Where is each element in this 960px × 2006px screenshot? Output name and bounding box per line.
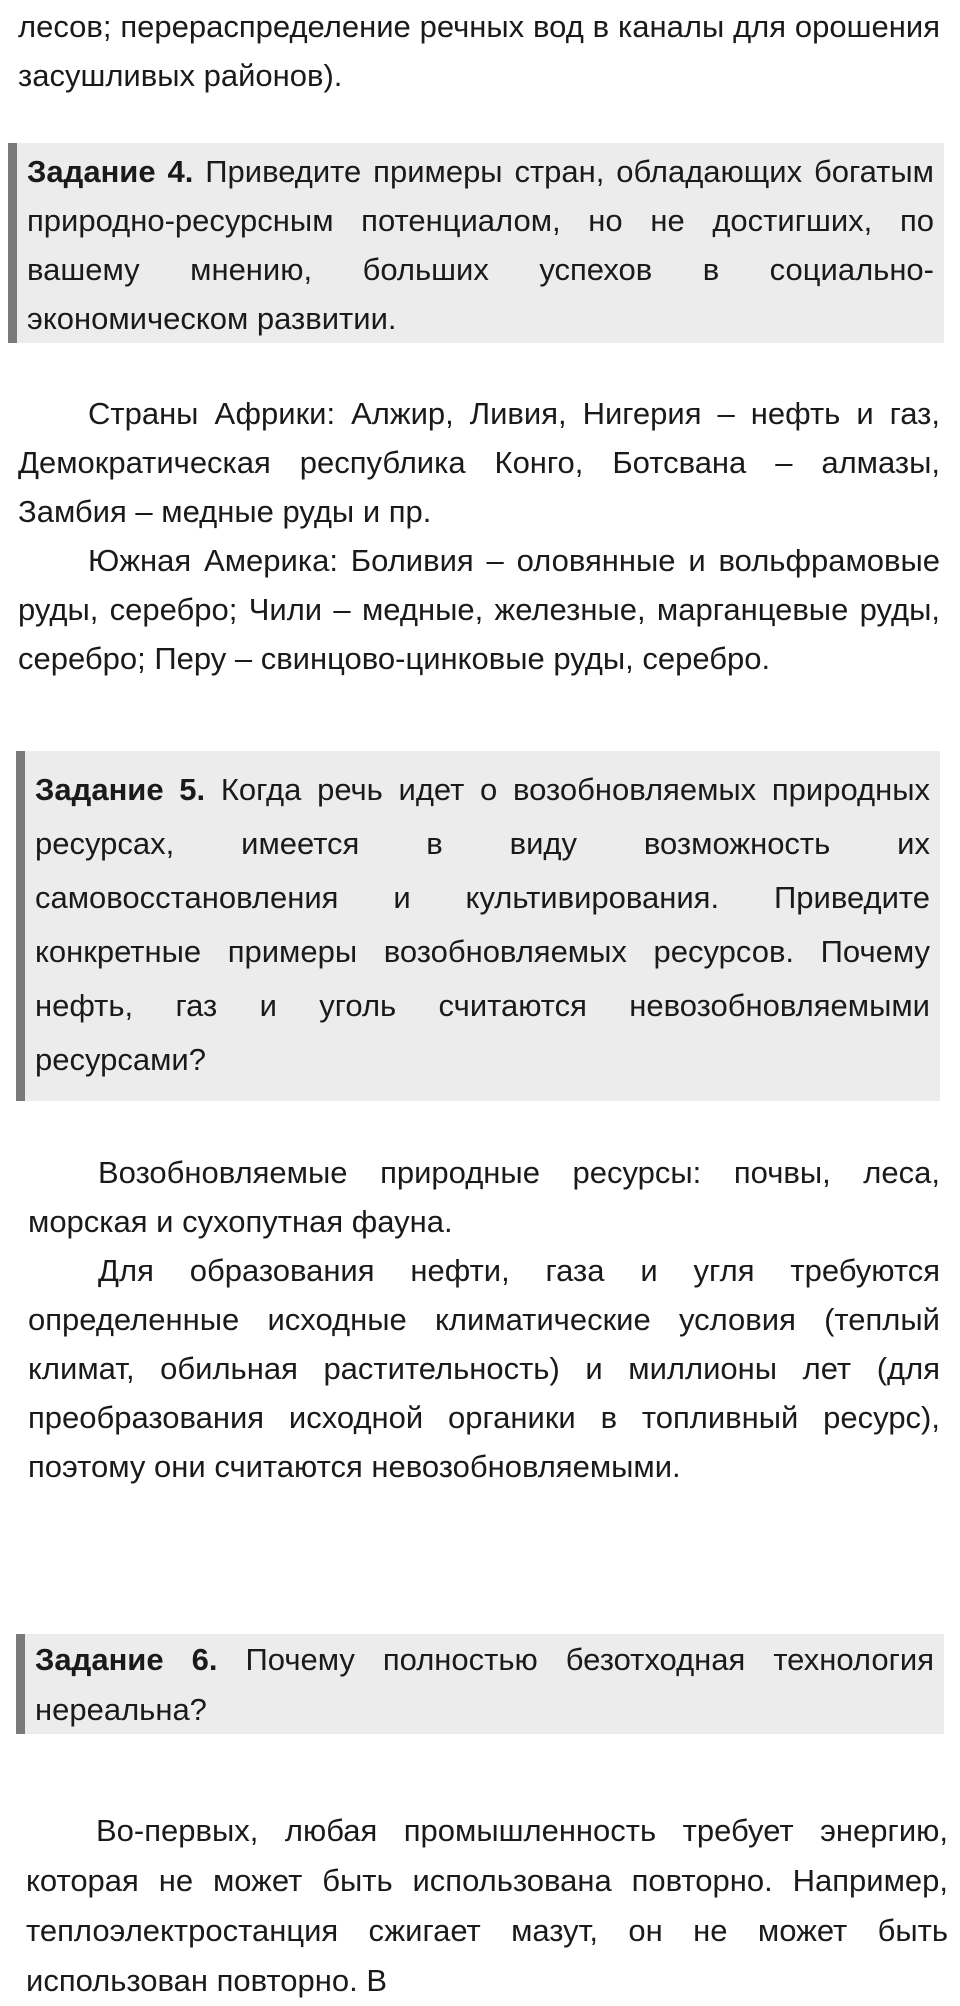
task-5-label: Задание 5. (35, 772, 206, 807)
task-6-label: Задание 6. (35, 1642, 218, 1677)
answer-4-paragraph-2: Южная Америка: Боливия – оловянные и вольфрамовые руды, серебро; Чили – медные, железные, марганцевые руды, серебро; Перу – свинцово-цинковые руды, серебро. (18, 543, 940, 676)
answer-6-block (26, 1806, 948, 2006)
task-6-question: Почему полностью безотходная технология нереальна? (35, 1642, 934, 1727)
intro-text: лесов; перераспределение речных вод в каналы для орошения засушливых районов). (18, 9, 940, 93)
task-6-text (35, 1635, 934, 1735)
task-4-label: Задание 4. (27, 154, 194, 189)
task-4-question: Приведите примеры стран, обладающих богатым природно-ресурсным потенциалом, но не достигших, по вашему мнению, больших успехов в социально-экономическом развитии. (27, 154, 934, 336)
answer-4-paragraph-1: Страны Африки: Алжир, Ливия, Нигерия – нефть и газ, Демократическая республика Конго, Ботсвана – алмазы, Замбия – медные руды и пр. (18, 396, 940, 529)
task-5-box (16, 751, 940, 1101)
task-5-question: Когда речь идет о возобновляемых природных ресурсах, имеется в виду возможность их самовосстановления и культивирования. Приведите конкретные примеры возобновляемых ресурсов. Почему нефть, газ и уголь считаются невозобновляемыми ресурсами? (35, 772, 930, 1077)
answer-6-paragraph-1: Во-первых, любая промышленность требует энергию, которая не может быть использована повторно. Например, теплоэлектростанция сжигает мазут, он не может быть использован повторно. В (26, 1813, 948, 1998)
answer-5-paragraph-1: Возобновляемые природные ресурсы: почвы, леса, морская и сухопутная фауна. (28, 1155, 940, 1239)
task-4-text (27, 147, 934, 343)
answer-5-block (28, 1148, 940, 1491)
answer-4-block (18, 389, 940, 683)
answer-5-paragraph-2: Для образования нефти, газа и угля требуются определенные исходные климатические условия (теплый климат, обильная растительность) и миллионы лет (для преобразования исходной органики в топливный ресурс), поэтому они считаются невозобновляемыми. (28, 1253, 940, 1484)
task-4-box (8, 143, 944, 343)
intro-paragraph-block (18, 2, 940, 100)
task-6-box (16, 1634, 944, 1734)
task-5-text (35, 763, 930, 1087)
